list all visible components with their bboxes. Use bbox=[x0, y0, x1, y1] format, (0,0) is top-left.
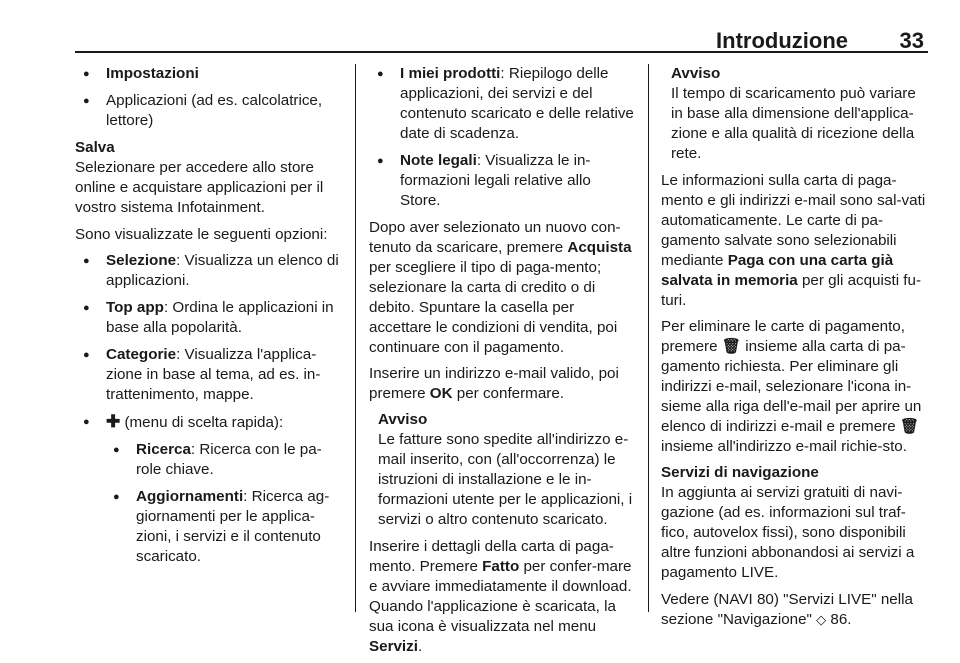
term-text: : Visualizza l'applica-zione in base al tema, ad es. in-trattenimento, mappe. bbox=[106, 346, 321, 403]
note-box bbox=[661, 64, 929, 164]
column-divider bbox=[648, 64, 649, 612]
term: Fatto bbox=[482, 558, 520, 575]
text: Vedere (NAVI 80) "Servizi LIVE" nella sezione "Navigazione" bbox=[661, 591, 913, 628]
term-text: (menu di scelta rapida): bbox=[120, 414, 284, 431]
plus-icon: ✚ bbox=[106, 412, 121, 431]
list-item bbox=[75, 345, 345, 405]
list-item: ● Applicazioni (ad es. calcolatrice, lettore) bbox=[75, 91, 345, 131]
trash-icon: 🗑 bbox=[899, 418, 920, 435]
note-heading: Avviso bbox=[378, 411, 428, 428]
term-text: : Ricerca con le pa-role chiave. bbox=[136, 441, 322, 478]
paragraph bbox=[369, 537, 635, 657]
text: per confer-mare e avviare immediatamente il download. Quando l'applicazione è scaricata, la sua icona è visualizzata nel menu bbox=[369, 558, 632, 635]
term-text: : Riepilogo delle applicazioni, dei servizi e del contenuto scaricato e delle relative date di scadenza. bbox=[400, 65, 634, 142]
paragraph bbox=[369, 218, 635, 358]
header-divider bbox=[75, 51, 928, 53]
term: Paga con una carta già salvata in memoria bbox=[661, 252, 894, 289]
term-text: : Ordina le applicazioni in base alla popolarità. bbox=[106, 299, 334, 336]
paragraph: Selezionare per accedere allo store online e acquistare applicazioni per il vostro sistema Infotainment. bbox=[75, 159, 324, 216]
column-divider bbox=[355, 64, 356, 612]
term: Note legali bbox=[400, 152, 477, 169]
term: OK bbox=[429, 385, 453, 402]
paragraph bbox=[369, 364, 635, 404]
term-text: : Ricerca ag-giornamenti per le applica-zioni, i servizi e il contenuto scaricato. bbox=[136, 488, 330, 565]
navigation-section bbox=[661, 463, 929, 583]
column-3 bbox=[661, 64, 929, 636]
term-text: : Visualizza le in-formazioni legali relative allo Store. bbox=[400, 152, 591, 209]
text: per gli acquisti fu-turi. bbox=[661, 272, 922, 309]
text: per confermare. bbox=[452, 385, 564, 402]
term: Servizi bbox=[369, 638, 418, 655]
sub-list-item bbox=[75, 487, 345, 567]
text: insieme alla carta di pa-gamento richiesta. Per eliminare gli indirizzi e-mail, selezionare l'icona in-sieme alla riga dell'e-mail per aprire un elenco di indirizzi e-mail e premere bbox=[661, 338, 922, 435]
list-item bbox=[369, 151, 635, 211]
text: Inserire i dettagli della carta di paga-mento. Premere bbox=[369, 538, 614, 575]
text: Le informazioni sulla carta di paga-mento e gli indirizzi e-mail sono sal-vati automaticamente. Le carte di pa-gamento salvate sono selezionabili mediante bbox=[661, 172, 926, 269]
term: Aggiornamenti bbox=[136, 488, 244, 505]
text: per scegliere il tipo di paga-mento; selezionare la carta di credito o di debito. Spuntare la casella per accettare le condizioni di vendita, poi continuare con il pagamento. bbox=[369, 259, 618, 356]
text: insieme all'indirizzo e-mail richie-sto. bbox=[661, 438, 907, 455]
list-item bbox=[369, 64, 635, 144]
paragraph bbox=[661, 171, 929, 311]
paragraph bbox=[661, 590, 929, 630]
list-item bbox=[75, 251, 345, 291]
page-header bbox=[75, 0, 928, 53]
column-2 bbox=[369, 64, 635, 663]
term: Selezione bbox=[106, 252, 177, 269]
note-text: Il tempo di scaricamento può variare in base alla dimensione dell'applica-zione e alla qualità di ricezione della rete. bbox=[671, 85, 916, 162]
page-number: 33 bbox=[899, 28, 924, 53]
salva-section bbox=[75, 138, 345, 218]
section-title: Introduzione bbox=[716, 28, 848, 53]
section-heading: Servizi di navigazione bbox=[661, 464, 819, 481]
sub-list-item bbox=[75, 440, 345, 480]
term-text: : Visualizza un elenco di applicazioni. bbox=[106, 252, 339, 289]
text: Per eliminare le carte di pagamento, premere bbox=[661, 318, 905, 355]
paragraph: In aggiunta ai servizi gratuiti di navi-gazione (ad es. informazioni sul traf-fico, autovelox fissi), sono disponibili altre funzioni abbonandosi ai servizi a pagamento LIVE. bbox=[661, 484, 915, 581]
list-item: ● Impostazioni bbox=[75, 64, 345, 84]
text: 86. bbox=[826, 611, 852, 628]
text: Inserire un indirizzo e-mail valido, poi premere bbox=[369, 365, 619, 402]
note-text: Le fatture sono spedite all'indirizzo e-mail inserito, con (all'occorrenza) le istruzioni di installazione e le in-formazioni utente per le applicazioni, i servizi o altro contenuto scaricato. bbox=[378, 431, 633, 528]
note-box bbox=[369, 410, 635, 530]
section-heading: Salva bbox=[75, 139, 115, 156]
list-item bbox=[75, 298, 345, 338]
text: . bbox=[417, 638, 423, 655]
trash-icon: 🗑 bbox=[721, 338, 742, 355]
note-heading: Avviso bbox=[671, 65, 721, 82]
term: Acquista bbox=[567, 239, 632, 256]
text: Dopo aver selezionato un nuovo con-tenuto da scaricare, premere bbox=[369, 219, 621, 256]
term: Ricerca bbox=[136, 441, 191, 458]
page-reference-icon: ◇ bbox=[816, 612, 827, 627]
paragraph bbox=[661, 317, 929, 457]
term: Top app bbox=[106, 299, 164, 316]
list-item bbox=[75, 412, 345, 433]
term: Categorie bbox=[106, 346, 177, 363]
paragraph: Sono visualizzate le seguenti opzioni: bbox=[75, 226, 328, 243]
term: I miei prodotti bbox=[400, 65, 501, 82]
column-1 bbox=[75, 64, 345, 574]
